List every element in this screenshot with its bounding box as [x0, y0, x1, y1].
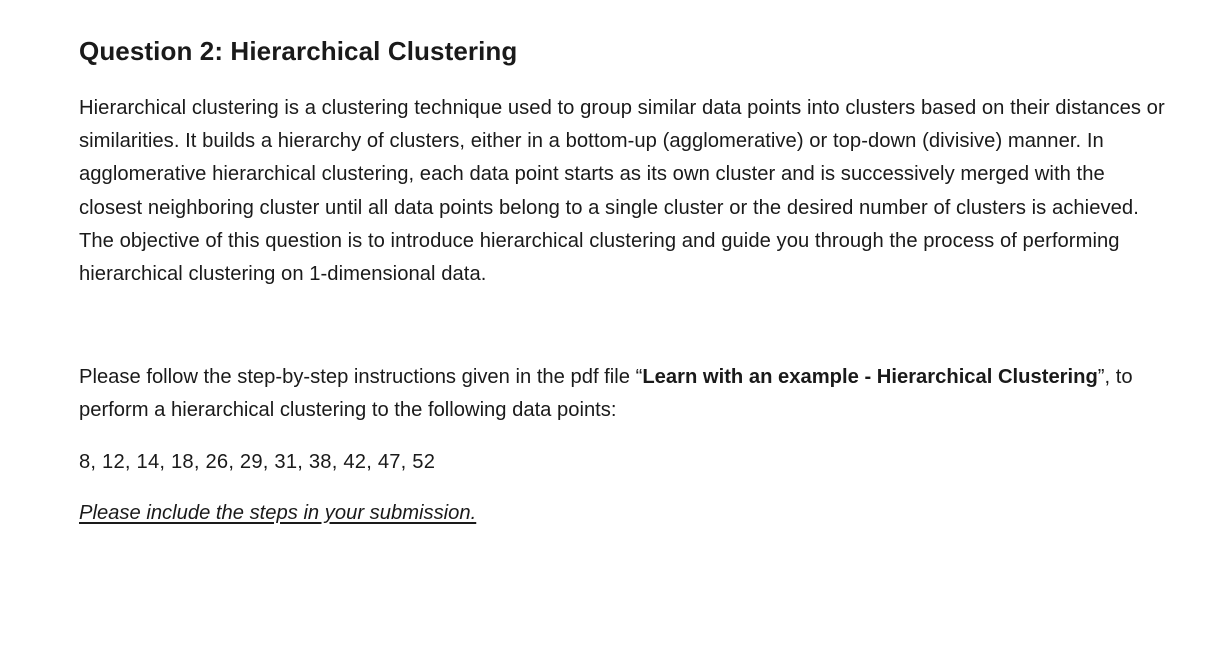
submission-note-text: Please include the steps in your submission. — [79, 501, 477, 524]
question-title: Question 2: Hierarchical Clustering — [79, 36, 518, 66]
pdf-file-name: Learn with an example - Hierarchical Clustering — [642, 366, 1098, 389]
instruction-paragraph — [79, 361, 1169, 427]
document-page — [79, 30, 1169, 530]
submission-note — [79, 497, 1169, 530]
intro-paragraph: Hierarchical clustering is a clustering technique used to group similar data points into clusters based on their distances or similarities. It builds a hierarchy of clusters, either in a bottom-up (agglomerative) or top-down (divisive) manner. In agglomerative hierarchical clustering, each data point starts as its own cluster and is successively merged with the closest neighboring cluster until all data points belong to a single cluster or the desired number of clusters is achieved. The objective of this question is to introduce hierarchical clustering and guide you through the process of performing hierarchical clustering on 1-dimensional data. — [79, 97, 1165, 286]
instruction-prefix: Please follow the step-by-step instructions given in the pdf file “ — [79, 366, 643, 389]
data-points: 8, 12, 14, 18, 26, 29, 31, 38, 42, 47, 52 — [79, 450, 436, 473]
instruction-suffix: ”, to perform a hierarchical clustering to the following data points: — [79, 366, 1133, 422]
